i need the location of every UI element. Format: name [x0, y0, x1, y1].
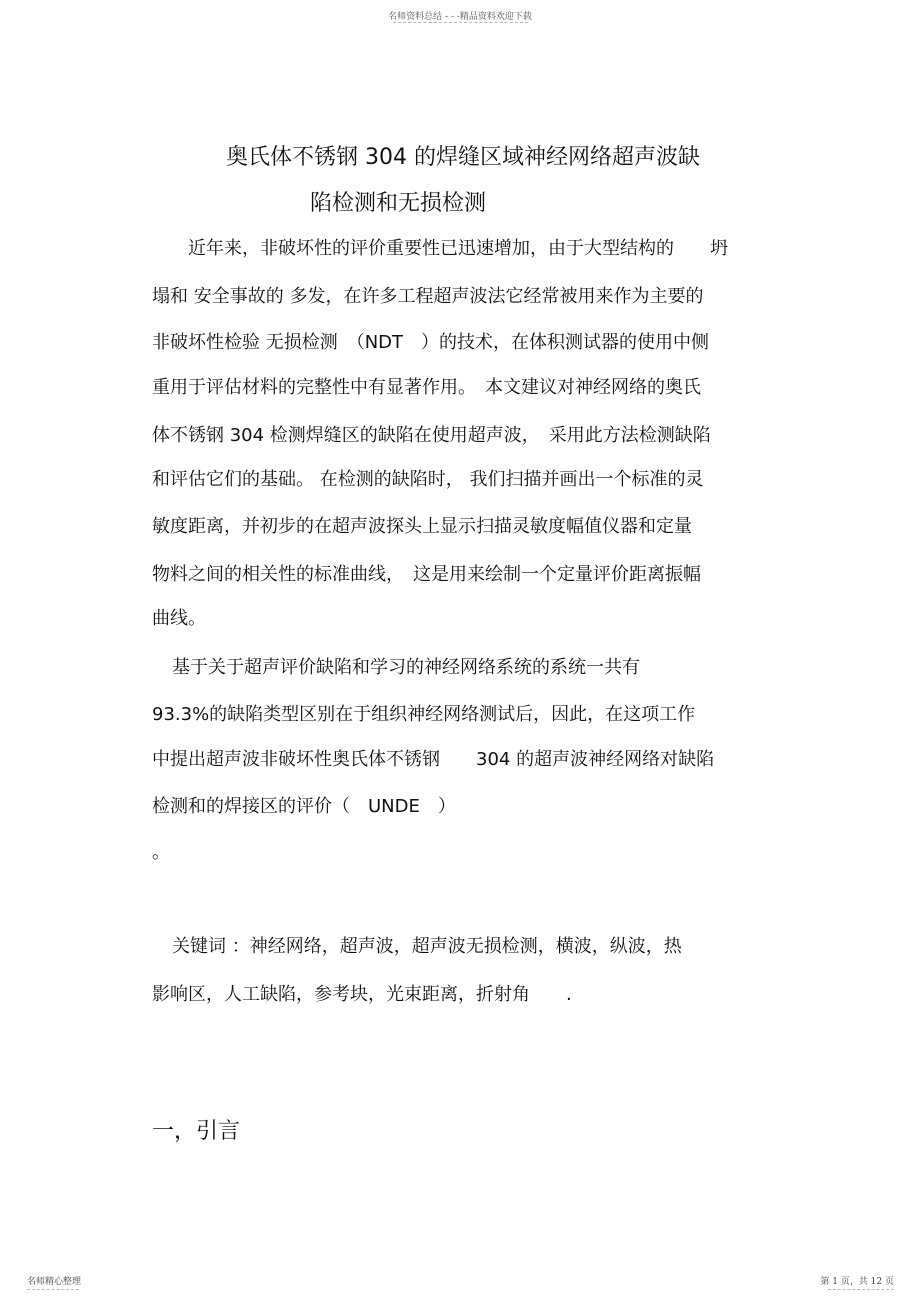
- body-line: 近年来，非破坏性的评价重要性已迅速增加，由于大型结构的 坍: [188, 238, 728, 259]
- keywords-line: 关键词 ：神经网络，超声波，超声波无损检测，横波，纵波，热: [172, 936, 682, 957]
- body-line: 重用于评估材料的完整性中有显著作用。 本文建议对神经网络的奥氏: [152, 377, 701, 398]
- body-line: 。: [152, 842, 170, 863]
- body-line: 检测和的焊接区的评价（ UNDE ）: [152, 796, 456, 817]
- body-line: 基于关于超声评价缺陷和学习的神经网络系统的系统一共有: [172, 657, 640, 678]
- body-line: 中提出超声波非破坏性奥氏体不锈钢 304 的超声波神经网络对缺陷: [152, 749, 715, 770]
- header-divider: [393, 22, 528, 23]
- body-line: 体不锈钢 304 检测焊缝区的缺陷在使用超声波， 采用此方法检测缺陷: [152, 425, 711, 446]
- section-heading-introduction: 一，引言: [152, 1119, 241, 1144]
- page-header-text: 名师资料总结 - - -精品资料欢迎下载: [388, 12, 532, 22]
- body-line: 曲线。: [152, 608, 206, 629]
- body-line: 物料之间的相关性的标准曲线， 这是用来绘制一个定量评价距离振幅: [152, 564, 701, 585]
- body-line: 非破坏性检验 无损检测 （NDT ）的技术，在体积测试器的使用中侧: [152, 332, 710, 353]
- body-line: 塌和 安全事故的 多发，在许多工程超声波法它经常被用来作为主要的: [152, 286, 704, 307]
- footer-divider-right: [828, 1289, 894, 1290]
- document-title-line-1: 奥氏体不锈钢 304 的焊缝区域神经网络超声波缺: [226, 145, 700, 170]
- body-line: 93.3%的缺陷类型区别在于组织神经网络测试后，因此，在这项工作: [152, 704, 696, 725]
- footer-divider-left: [27, 1289, 79, 1290]
- body-line: 和评估它们的基础。 在检测的缺陷时， 我们扫描并画出一个标准的灵: [152, 469, 704, 490]
- body-line: 敏度距离，并初步的在超声波探头上显示扫描灵敏度幅值仪器和定量: [152, 516, 692, 537]
- page-number: 第 1 页，共 12 页: [820, 1277, 894, 1287]
- footer-left-text: 名师精心整理: [27, 1277, 82, 1287]
- keywords-line: 影响区，人工缺陷，参考块，光束距离，折射角 .: [152, 984, 572, 1005]
- document-title-line-2: 陷检测和无损检测: [310, 191, 487, 216]
